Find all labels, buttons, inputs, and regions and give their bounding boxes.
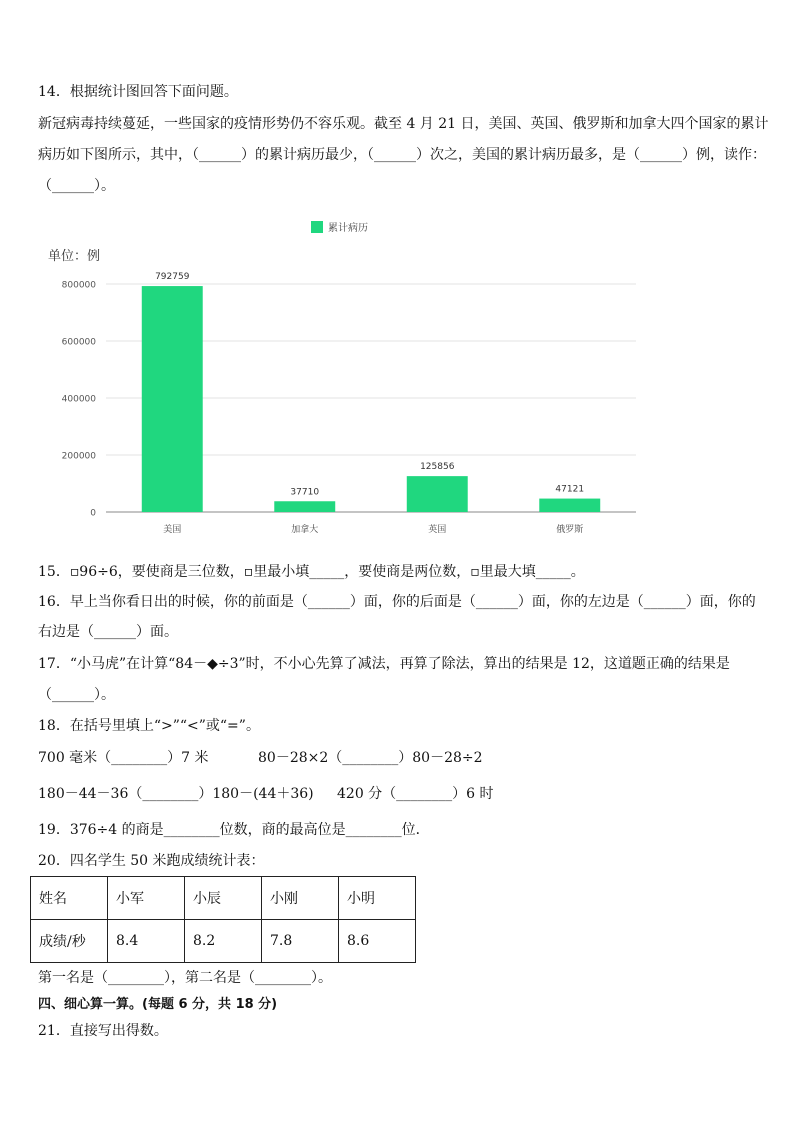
question-14-text-line2: 病历如下图所示，其中，（______）的累计病历最少，（______）次之，美国的累计病历最多，是（______）例，读作： (38, 147, 766, 163)
question-14-text-line3: （______）。 (38, 178, 115, 194)
y-tick-label: 400000 (61, 394, 96, 405)
x-axis-labels (163, 523, 583, 535)
table-cell: 小军 (108, 877, 185, 920)
question-18-item-a: 700 毫米（________）7 米 (38, 750, 209, 766)
question-19: 19．376÷4 的商是________位数，商的最高位是________位． (38, 822, 430, 838)
y-axis-ticks (62, 281, 97, 519)
legend-swatch (311, 221, 323, 233)
table-cell: 成绩/秒 (31, 920, 108, 963)
question-18-item-b: 80－28×2（________）80－28÷2 (258, 750, 483, 766)
question-16-line1: 16．早上当你看日出的时候，你的前面是（______）面，你的后面是（______）面，你的左边是（______）面，你的 (38, 594, 756, 610)
y-tick-label: 600000 (61, 337, 96, 348)
question-18-item-d: 420 分（________）6 时 (337, 786, 494, 802)
data-label: 125856 (420, 462, 455, 473)
table-cell: 8.6 (339, 920, 416, 963)
bar-4 (539, 499, 600, 512)
section-4-heading: 四、细心算一算。(每题 6 分，共 18 分) (38, 997, 278, 1012)
question-18-item-c: 180－44－36（________）180－(44＋36) (38, 786, 314, 802)
bar-1 (142, 286, 203, 512)
question-14-title: 14．根据统计图回答下面问题。 (38, 84, 238, 100)
table-cell: 姓名 (31, 877, 108, 920)
table-header-row (31, 877, 416, 920)
question-16-line2: 右边是（______）面。 (38, 624, 178, 640)
unit-label: 单位：例 (48, 249, 101, 264)
value-labels (155, 272, 584, 497)
y-tick-label: 0 (90, 508, 96, 519)
score-table (30, 876, 416, 963)
question-21: 21．直接写出得数。 (38, 1023, 168, 1039)
question-17-line2: （______）。 (38, 687, 115, 703)
x-tick-label: 加拿大 (291, 525, 319, 535)
bar-2 (274, 501, 335, 512)
y-tick-label: 800000 (61, 280, 96, 291)
chart-legend (311, 221, 368, 234)
table-cell: 8.2 (185, 920, 262, 963)
bar-3 (407, 476, 468, 512)
question-15: 15．▫96÷6，要使商是三位数，▫里最小填_____，要使商是两位数，▫里最大填_____。 (38, 564, 585, 580)
table-cell: 7.8 (262, 920, 339, 963)
table-cell: 小明 (339, 877, 416, 920)
x-tick-label: 英国 (428, 525, 447, 535)
y-tick-label: 200000 (61, 451, 96, 462)
table-cell: 8.4 (108, 920, 185, 963)
legend-label: 累计病历 (328, 223, 368, 234)
x-tick-label: 俄罗斯 (556, 525, 584, 535)
question-20-title: 20．四名学生 50 米跑成绩统计表： (38, 853, 265, 869)
table-cell: 小辰 (185, 877, 262, 920)
bar-chart (40, 212, 650, 544)
table-row (31, 920, 416, 963)
data-label: 47121 (555, 484, 585, 495)
question-17-line1: 17．“小马虎”在计算“84－◆÷3”时，不小心先算了减法，再算了除法，算出的结果是 12，这道题正确的结果是 (38, 656, 730, 672)
x-tick-label: 美国 (163, 525, 182, 535)
chart-bars (142, 286, 600, 512)
data-label: 792759 (155, 272, 190, 283)
question-20-answer: 第一名是（________），第二名是（________）。 (38, 970, 332, 986)
question-18-title: 18．在括号里填上“>”“<”或“=”。 (38, 718, 260, 734)
question-14-text-line1: 新冠病毒持续蔓延，一些国家的疫情形势仍不容乐观。截至 4 月 21 日，美国、英国、俄罗斯和加拿大四个国家的累计 (38, 116, 769, 132)
table-cell: 小刚 (262, 877, 339, 920)
data-label: 37710 (290, 487, 320, 498)
